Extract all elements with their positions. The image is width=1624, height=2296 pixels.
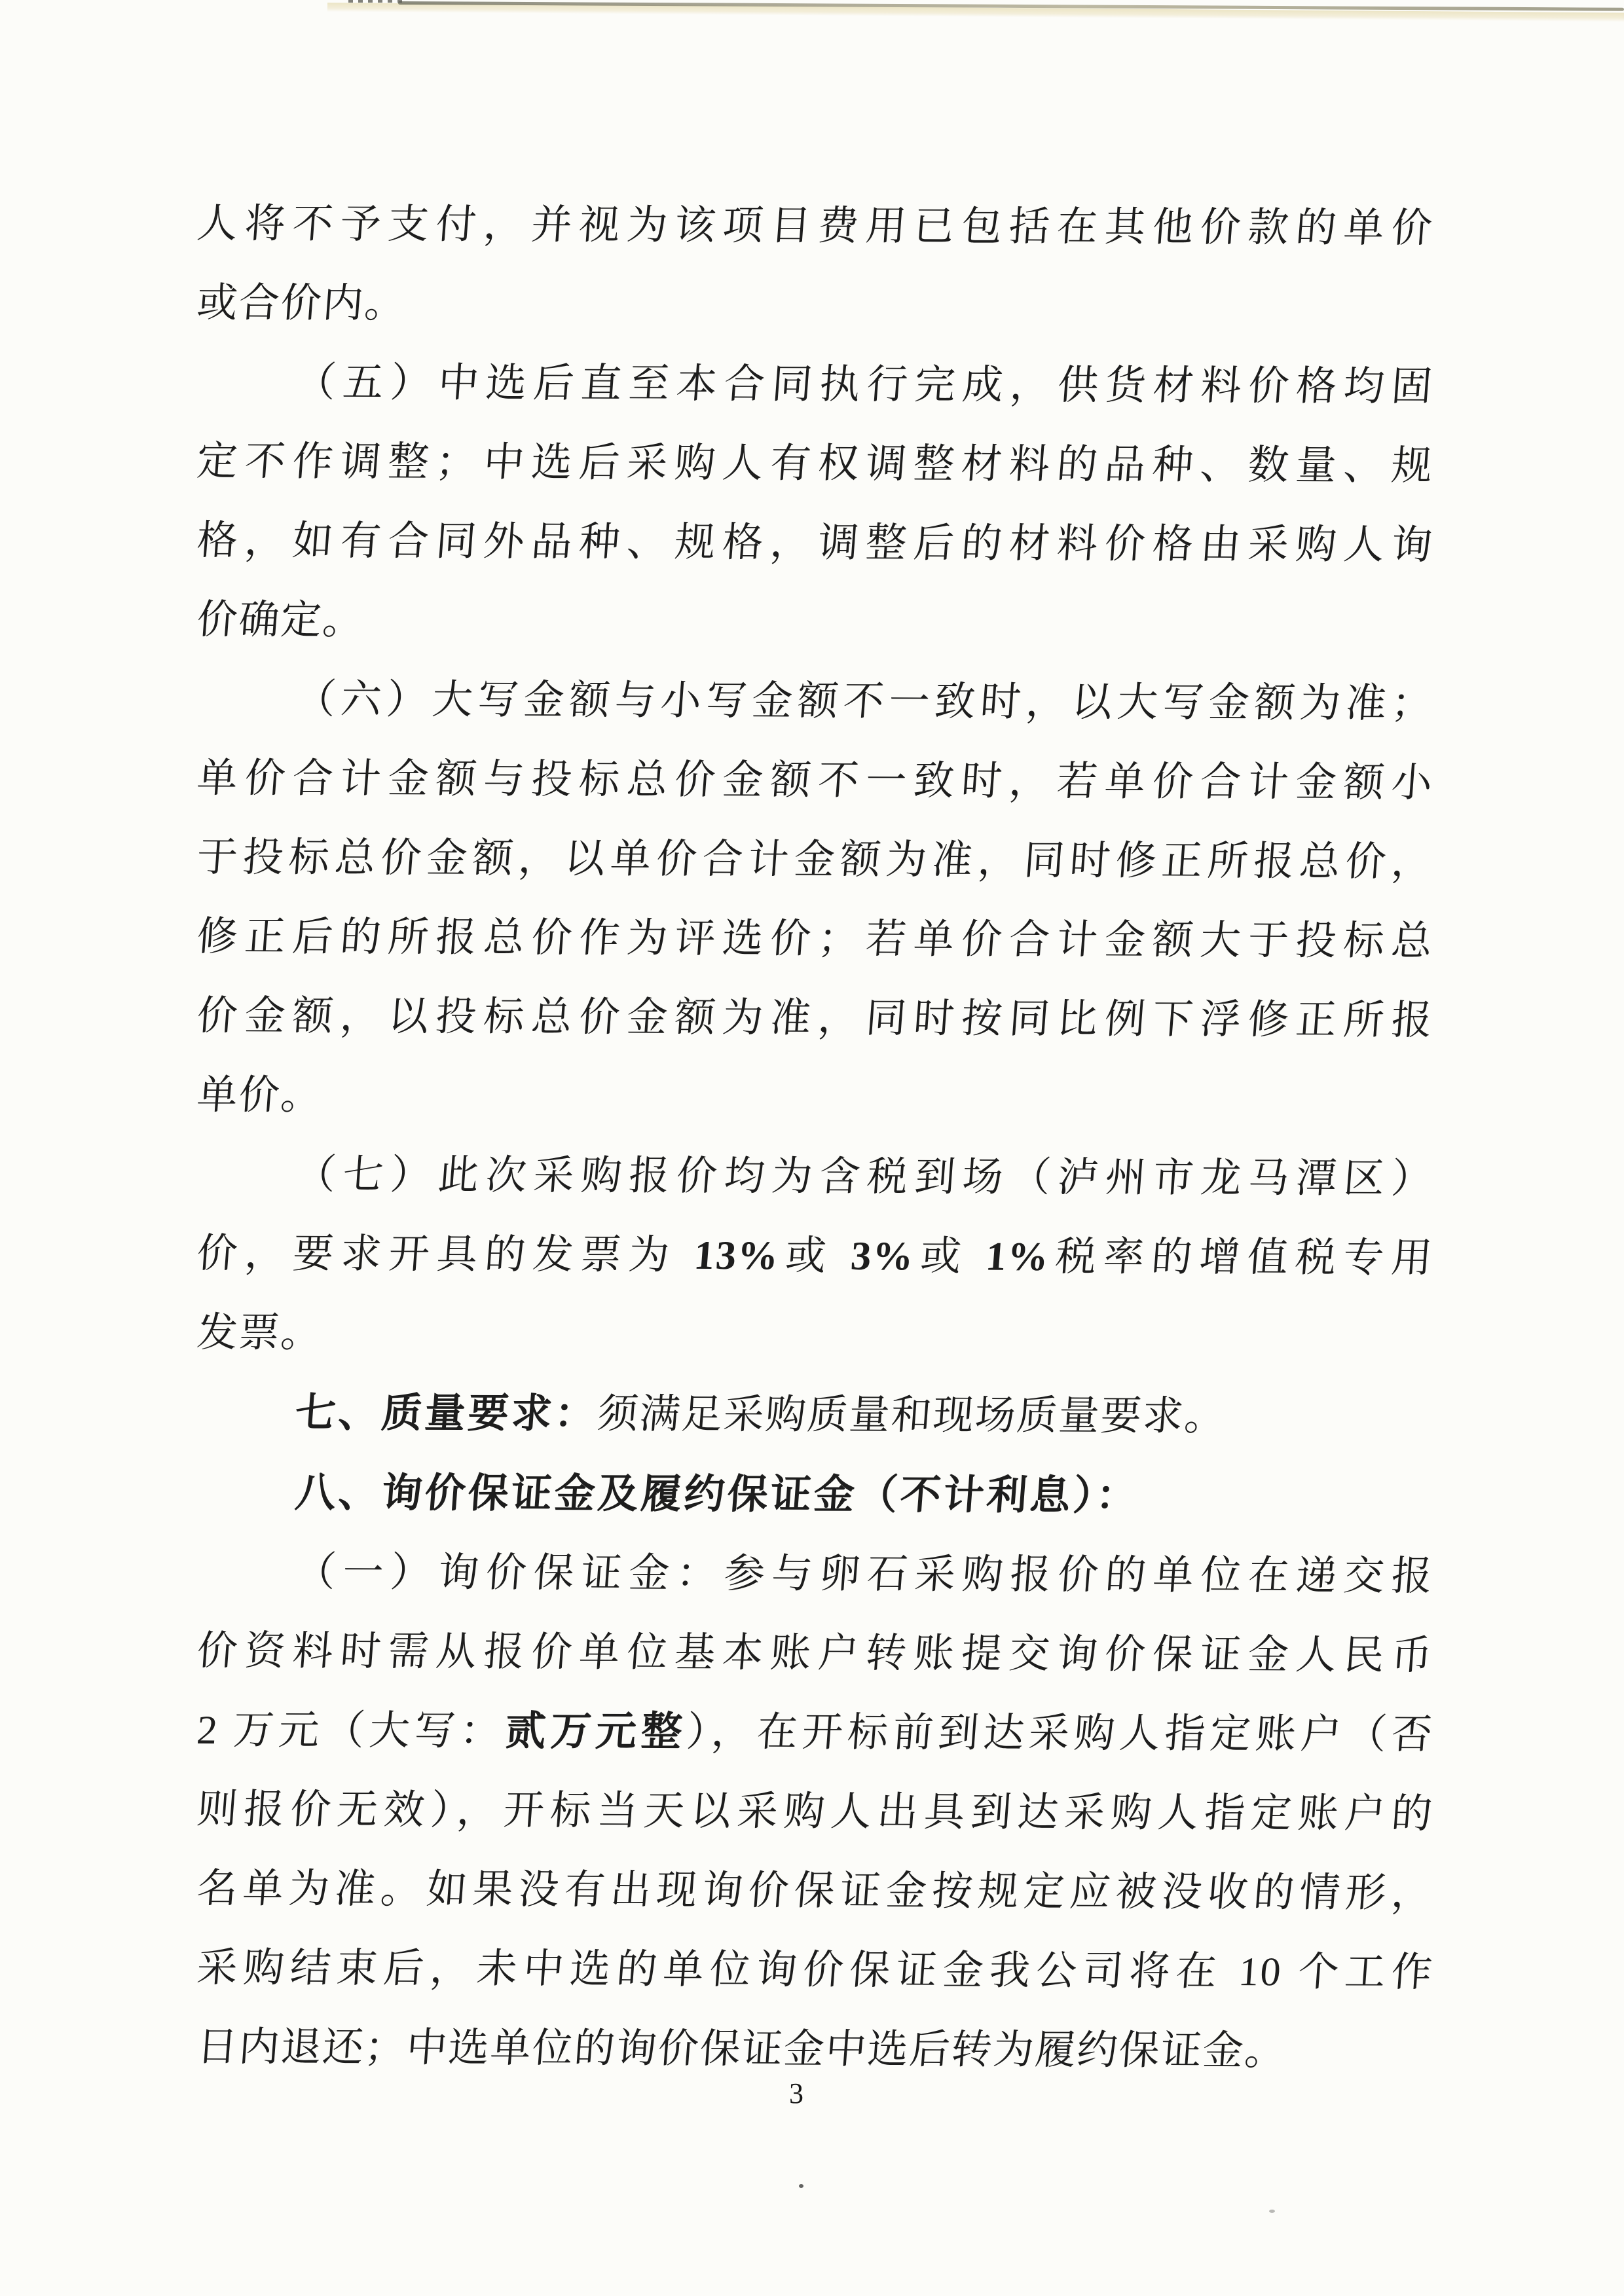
text-segment-bold: 八、询价保证金及履约保证金（不计利息）： <box>293 1470 1141 1519</box>
text-segment: 价确定。 <box>195 598 367 643</box>
text-segment-bold: 贰万元整 <box>504 1709 688 1755</box>
text-line <box>194 660 1436 744</box>
text-segment: 价金额，以投标总价金额为准，同时按同比例下浮修正所报 <box>195 994 1435 1044</box>
text-segment: （六）大写金额与小写金额不一致时，以大写金额为准； <box>293 677 1435 727</box>
text-line <box>194 1373 1436 1457</box>
text-line <box>194 343 1436 427</box>
text-segment: 发票。 <box>195 1311 325 1356</box>
text-line <box>194 1294 1436 1377</box>
text-line <box>194 1612 1436 1696</box>
text-segment: 税率的增值税专用 <box>1048 1235 1435 1281</box>
text-segment: 单价合计金额与投标总价金额不一致时，若单价合计金额小 <box>195 756 1435 806</box>
text-line <box>194 264 1436 348</box>
text-segment: 修正后的所报总价作为评选价；若单价合计金额大于投标总 <box>195 915 1435 964</box>
text-segment: （一）询价保证金：参与卵石采购报价的单位在递交报 <box>293 1550 1435 1599</box>
text-segment: 或合价内。 <box>195 281 409 327</box>
text-segment: ），在开标前到达采购人指定账户（否 <box>684 1709 1435 1758</box>
text-line <box>194 739 1436 823</box>
text-segment: 须满足采购质量和现场质量要求。 <box>596 1392 1228 1440</box>
text-segment: 2 万元（大写： <box>195 1708 507 1754</box>
text-segment: 人将不予支付，并视为该项目费用已包括在其他价款的单价 <box>195 202 1435 251</box>
text-line <box>194 1453 1436 1537</box>
text-line <box>194 1929 1436 2013</box>
text-line <box>194 977 1436 1061</box>
text-line <box>194 581 1436 665</box>
text-segment: 于投标总价金额，以单价合计金额为准，同时修正所报总价， <box>195 835 1435 885</box>
text-line <box>194 1691 1436 1775</box>
text-line <box>194 501 1436 585</box>
text-segment: 则报价无效），开标当天以采购人出具到达采购人指定账户的 <box>195 1787 1435 1837</box>
text-segment: 定不作调整；中选后采购人有权调整材料的品种、数量、规 <box>195 439 1435 489</box>
text-line <box>194 1533 1436 1616</box>
text-segment: 日内退还；中选单位的询价保证金中选后转为履约保证金。 <box>195 2025 1289 2074</box>
text-line <box>194 1056 1436 1140</box>
text-segment: 采购结束后，未中选的单位询价保证金我公司将在 10 个工作 <box>195 1946 1435 1995</box>
text-segment: 格，如有合同外品种、规格，调整后的材料价格由采购人询 <box>195 519 1435 568</box>
text-segment: 或 <box>777 1233 853 1279</box>
scan-edge-dashes <box>348 0 405 3</box>
text-line <box>194 1770 1436 1854</box>
text-segment-bold: 3% <box>849 1233 916 1279</box>
text-line <box>194 185 1436 268</box>
document-body <box>195 185 1435 2087</box>
text-segment: 价资料时需从报价单位基本账户转账提交询价保证金人民币 <box>195 1629 1435 1679</box>
text-line <box>194 422 1436 506</box>
text-segment: 单价。 <box>195 1073 325 1118</box>
scan-speck <box>799 2184 803 2188</box>
text-segment-bold: 七、质量要求： <box>293 1390 600 1437</box>
text-line <box>194 818 1436 902</box>
text-segment: （五）中选后直至本合同执行完成，供货材料价格均固 <box>293 360 1435 410</box>
scan-speck <box>1269 2210 1275 2213</box>
text-segment: 价，要求开具的发票为 <box>195 1231 696 1278</box>
text-line <box>194 1135 1436 1219</box>
text-segment: 或 <box>912 1234 988 1279</box>
page-number: 3 <box>789 2077 803 2109</box>
text-line <box>194 898 1436 981</box>
text-segment-bold: 1% <box>984 1234 1052 1279</box>
text-segment: 名单为准。如果没有出现询价保证金按规定应被没收的情形， <box>195 1867 1435 1916</box>
text-segment: （七）此次采购报价均为含税到场（泸州市龙马潭区） <box>293 1152 1435 1202</box>
text-segment-bold: 13% <box>692 1233 781 1279</box>
text-line <box>194 1214 1436 1298</box>
text-line <box>194 1850 1436 1933</box>
